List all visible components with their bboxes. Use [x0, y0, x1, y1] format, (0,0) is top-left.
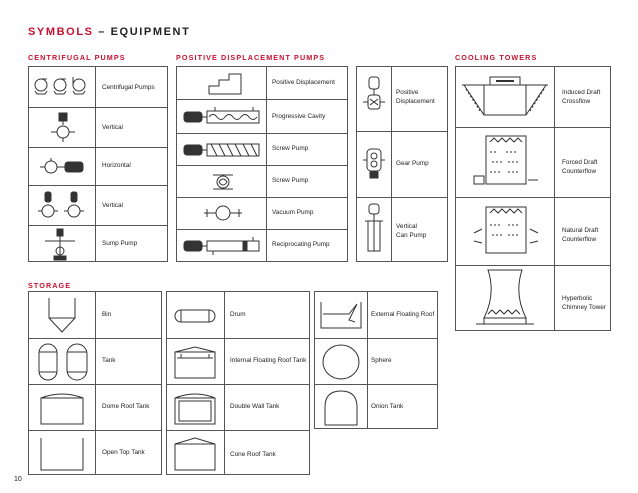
storage-label-dwt: Double Wall Tank	[230, 403, 280, 410]
pd-label-1: Positive Displacement	[272, 79, 335, 86]
storage-label-open: Open Top Tank	[102, 449, 145, 456]
centrifugal-row-3	[29, 147, 167, 186]
positive-displacement-heading: POSITIVE DISPLACEMENT PUMPS	[176, 53, 326, 62]
vertical-inline-pump-icon	[37, 190, 89, 222]
storage-label-tank: Tank	[102, 357, 116, 364]
pd-side-label-3a: Vertical	[396, 223, 417, 230]
cooling-label-2b: Counterflow	[562, 168, 597, 175]
pd-label-3: Screw Pump	[272, 145, 309, 152]
induced-draft-crossflow-icon	[460, 75, 550, 119]
storage-col3-table	[314, 291, 438, 429]
pd-side-label-1b: Displacement	[396, 98, 435, 105]
cooling-label-2a: Forced Draft	[562, 159, 598, 166]
page-title-suffix: – EQUIPMENT	[98, 26, 191, 38]
reciprocating-pump-icon	[183, 235, 263, 257]
pd-label-6: Reciprocating Pump	[272, 241, 330, 248]
pd-label-2: Progressive Cavity	[272, 113, 326, 120]
progressive-cavity-icon	[183, 106, 263, 128]
double-wall-tank-icon	[173, 390, 217, 426]
sphere-icon	[321, 342, 361, 382]
positive-displacement-side-table	[356, 66, 448, 262]
positive-displacement-vertical-icon	[362, 75, 386, 123]
page-number: 10	[14, 476, 22, 483]
forced-draft-counterflow-icon	[472, 132, 540, 190]
tank-icon	[37, 342, 89, 382]
external-floating-roof-icon	[319, 300, 363, 330]
storage-col2-table	[166, 291, 310, 475]
pd-label-4: Screw Pump	[272, 177, 309, 184]
cooling-table	[455, 66, 611, 331]
onion-tank-icon	[321, 389, 361, 427]
page-title-prefix: SYMBOLS	[28, 26, 94, 38]
dome-roof-tank-icon	[39, 390, 85, 426]
pd-label-5: Vacuum Pump	[272, 209, 314, 216]
centrifugal-row-1	[29, 67, 167, 107]
storage-col1-table	[28, 291, 162, 475]
centrifugal-pumps-icon	[33, 73, 93, 97]
storage-label-ifr: Internal Floating Roof Tank	[230, 357, 307, 364]
cone-roof-tank-icon	[173, 436, 217, 472]
cooling-label-1a: Induced Draft	[562, 89, 601, 96]
centrifugal-row-4	[29, 185, 167, 226]
page-title	[28, 26, 190, 38]
sump-pump-icon	[43, 229, 79, 261]
cooling-label-3b: Counterflow	[562, 236, 597, 243]
positive-displacement-table	[176, 66, 348, 262]
storage-label-dome: Dome Roof Tank	[102, 403, 150, 410]
centrifugal-label-3: Horizontal	[102, 162, 131, 169]
gear-pump-icon	[362, 147, 386, 181]
storage-label-drum: Drum	[230, 311, 246, 318]
storage-label-sphere: Sphere	[371, 357, 392, 364]
open-top-tank-icon	[39, 436, 85, 472]
internal-floating-roof-tank-icon	[173, 346, 217, 380]
pd-side-label-1a: Positive	[396, 89, 419, 96]
centrifugal-row-2	[29, 107, 167, 148]
vertical-can-pump-icon	[364, 203, 384, 259]
centrifugal-table	[28, 66, 168, 262]
hyperbolic-chimney-tower-icon	[470, 268, 540, 328]
centrifugal-heading: CENTRIFUGAL PUMPS	[28, 53, 126, 62]
storage-label-efr: External Floating Roof	[371, 311, 435, 318]
centrifugal-row-5	[29, 225, 167, 264]
cooling-label-1b: Crossflow	[562, 98, 591, 105]
storage-label-onion: Onion Tank	[371, 403, 404, 410]
vertical-pump-icon	[49, 112, 77, 144]
vacuum-pump-icon	[203, 203, 243, 223]
bin-icon	[47, 296, 77, 336]
centrifugal-label-1: Centrifugal Pumps	[102, 84, 155, 91]
screw-pump-horizontal-icon	[183, 139, 263, 161]
cooling-label-3a: Natural Draft	[562, 227, 599, 234]
storage-label-bin: Bin	[102, 311, 112, 318]
cooling-label-4b: Chimney Tower	[562, 304, 606, 311]
natural-draft-counterflow-icon	[472, 203, 540, 259]
cooling-heading: COOLING TOWERS	[455, 53, 538, 62]
pd-side-label-3b: Can Pump	[396, 232, 427, 239]
centrifugal-label-5: Sump Pump	[102, 240, 138, 247]
centrifugal-label-2: Vertical	[102, 124, 123, 131]
cooling-label-4a: Hyperbolic	[562, 295, 593, 302]
storage-label-cone: Cone Roof Tank	[230, 451, 276, 458]
horizontal-pump-icon	[39, 158, 87, 176]
centrifugal-label-4: Vertical	[102, 202, 123, 209]
positive-displacement-icon	[207, 72, 247, 96]
drum-icon	[173, 308, 217, 324]
storage-heading: STORAGE	[28, 281, 72, 290]
pd-side-label-2: Gear Pump	[396, 160, 429, 167]
screw-pump-icon	[211, 171, 235, 193]
